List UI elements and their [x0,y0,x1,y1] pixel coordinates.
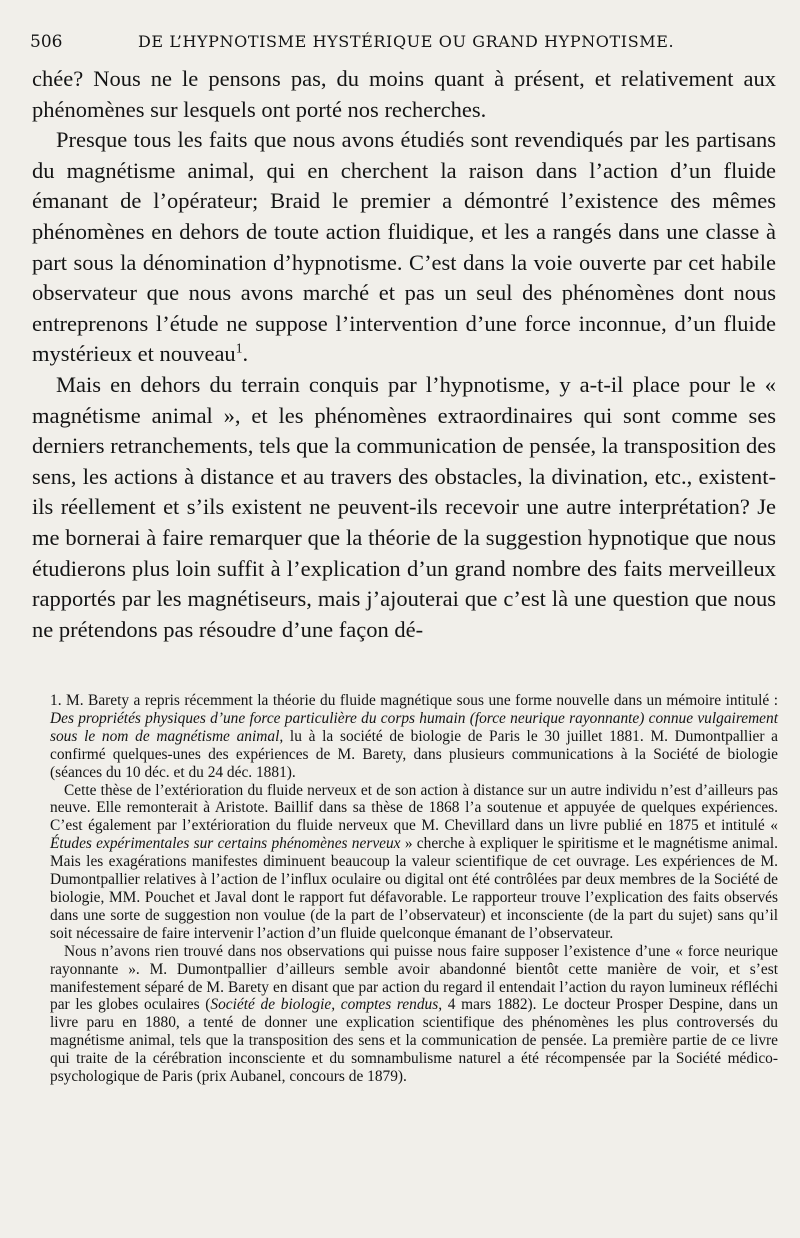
footnote-1-text-b: lu à la société de biologie de Paris le 30 juillet 1881. M. Dumontpallier a confirmé quelques-unes des expériences de M. Barety, dans plusieurs communications à la Société de biologie (séances du 10 déc. et du 24 déc. 1881). [50,727,778,781]
footnote-ref[interactable]: 1 [235,340,243,356]
footnote-paragraph-3 [50,943,778,1086]
page-number: 506 [30,32,63,52]
paragraph-braid: Presque tous les faits que nous avons étudiés sont revendiqués par les partisans du magnétisme animal, qui en cherchent la raison dans l’action d’un fluide émanant de l’opérateur; Braid le premier a démontré l’existence des mêmes phénomènes en dehors de toute action fluidique, et les a rangés dans une classe à part sous la dénomination d’hypnotisme. C’est dans la voie ouverte par cet habile observateur que nous avons marché et pas un seul des phénomènes dont nous entreprenons l’étude ne suppose l’intervention d’une force inconnue, d’un fluide mystérieux et nouveau$^1$. [32,127,776,367]
page-header [30,32,778,58]
footnote-3-text-b: 4 mars 1882). Le docteur Prosper Despine, dans un livre paru en 1880, a tenté de donner une explication scientifique des phénomènes les plus controversés du magnétisme animal, tels que la transposition des sens et la communication de pensée. La première partie de ce livre qui traite de la cérébration inconsciente et du somnambulisme naturel a été récompensée par la Société médico-psychologique de Paris (prix Aubanel, concours de 1879). [50,996,778,1086]
paragraph-braid-text: Presque tous les faits que nous avons étudiés sont revendiqués par les partisans du magnétisme animal, qui en cherchent la raison dans l’action d’un fluide émanant de l’opérateur; Braid le premier a démontré l’existence des mêmes phénomènes en dehors de toute action fluidique, et les a rangés dans une classe à part sous la dénomination d’hypnotisme. C’est dans la voie ouverte par cet habile observateur que nous avons marché et pas un seul des phénomènes dont nous entreprenons l’étude ne suppose l’intervention d’une force inconnue, d’un fluide mystérieux et nouveau [32,127,776,367]
footnote-2-title: Études expérimentales sur certains phénomènes nerveux [50,835,401,853]
main-text [32,64,776,645]
footnote-number: 1. [50,692,62,709]
footnote-3-text-a: Nous n’avons rien trouvé dans nos observations qui puisse nous faire supposer l’existence d’une « force neurique rayonnante ». M. Dumontpallier d’ailleurs semble avoir abandonné bientôt cette manière de voir, et s’est manifestement séparé de M. Barety en disant que par action du regard il entendait l’action du rayon lumineux réfléchi par les globes oculaires ( [50,942,778,1014]
footnote-1 [50,692,778,782]
footnote-paragraph-2 [50,782,778,943]
footnote-2-text-b: » cherche à expliquer le spiritisme et le magnétisme animal. Mais les exagérations manifestes diminuent beaucoup la valeur scientifique de cet ouvrage. Les expériences de M. Dumontpallier relatives à l’action de l’influx oculaire ou digital ont été contrôlées par deux membres de la Société de biologie, MM. Pouchet et Javal dont le rapport fut défavorable. Le rapporteur trouve l’explication des faits observés dans une sorte de suggestion non voulue (de la part de l’observateur) et inconsciente (de la part du sujet) sans qu’il soit nécessaire de faire intervenir l’action d’un fluide quelconque émanant de l’observateur. [50,835,778,942]
paragraph-continued: chée? Nous ne le pensons pas, du moins quant à présent, et relativement aux phénomènes sur lesquels ont porté nos recherches. [32,66,776,122]
footnote-2-text-a: Cette thèse de l’extérioration du fluide nerveux et de son action à distance sur un autre individu n’est d’ailleurs pas neuve. Elle remonterait à Aristote. Baillif dans sa thèse de 1868 l’a soutenue et appuyée de quelques expériences. C’est également par l’extérioration du fluide nerveux que M. Chevillard dans un livre publié en 1875 et intitulé « [50,781,778,835]
footnote-1-title: Des propriétés physiques d’une force particulière du corps humain (force neurique rayonnante) connue vulgairement sous le nom de magnétisme animal, [50,709,778,745]
footnote-3-title: Société de biologie, comptes rendus, [210,996,443,1014]
footnotes [50,692,778,1086]
running-title: DE L’HYPNOTISME HYSTÉRIQUE OU GRAND HYPNOTISME. [138,32,675,51]
footnote-1-text-a: M. Barety a repris récemment la théorie du fluide magnétique sous une forme nouvelle dans un mémoire intitulé : [66,692,778,709]
paragraph-magnetisme: Mais en dehors du terrain conquis par l’hypnotisme, y a-t-il place pour le « magnétisme animal », et les phénomènes extraordinaires qui sont comme ses derniers retranchements, tels que la communication de pensée, la transposition des sens, les actions à distance et au travers des obstacles, la divination, etc., existent-ils réellement et s’ils existent ne peuvent-ils recevoir une autre interprétation? Je me bornerai à faire remarquer que la théorie de la suggestion hypnotique que nous étudierons plus loin suffit à l’explication d’un grand nombre des faits merveilleux rapportés par les magnétiseurs, mais j’ajouterai que c’est là une question que nous ne prétendons pas résoudre d’une façon dé- [32,371,776,642]
